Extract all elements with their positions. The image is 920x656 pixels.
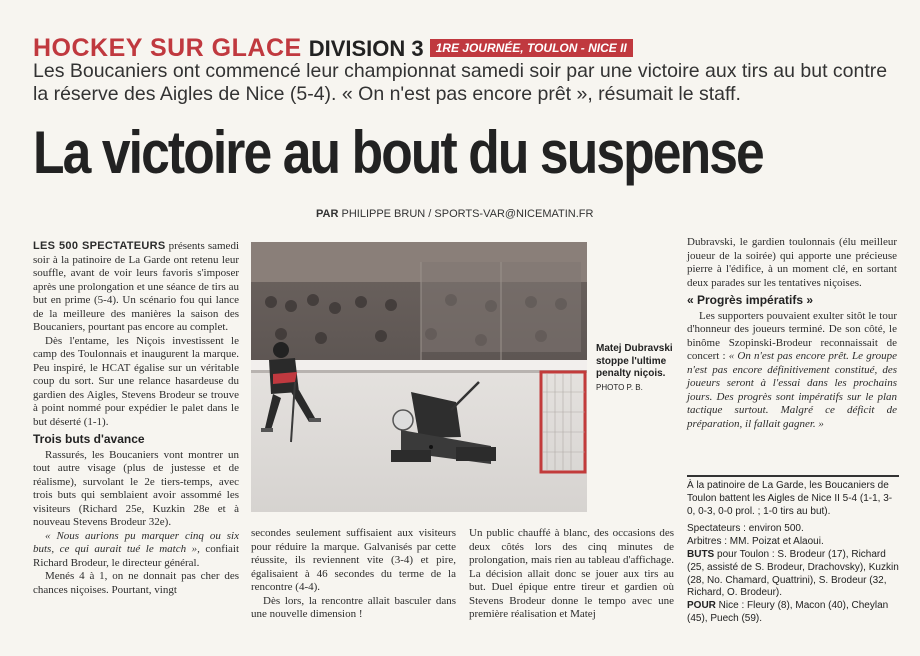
quote-text: « On n'est pas encore prêt. Le groupe n'est pas encore définitivement constitué, des joueurs seront à l'essai dans les prochains jours. Des progrès sont impératifs sur le plan tactique surtout. Malgré ce déficit de préparation, il fallait gagner. » [687,350,897,430]
subheading: Trois buts d'avance [33,432,145,446]
article-paragraph [33,240,239,335]
byline [316,208,593,220]
division-label: DIVISION 3 [308,36,424,61]
article-paragraph: Menés 4 à 1, on ne donnait pas cher des chances niçoises. Pourtant, vingt [33,570,239,596]
infobox-spectators: Spectateurs : environ 500. [687,523,804,535]
for-label: POUR [687,600,716,612]
byline-author: PHILIPPE BRUN / SPORTS-VAR@NICEMATIN.FR [341,208,594,220]
byline-prefix: PAR [316,208,339,220]
goals-toulon-text: pour Toulon : S. Brodeur (17), Richard (25, assisté de S. Brodeur, Drachovsky), Kuzkin (28, No. Chamard, Quattrini), S. Brodeur (32, Richard, O. Brodeur). [687,548,899,599]
article-paragraph: Un public chauffé à blanc, des occasions des deux côtés lors des cinq minutes de prolongation, mais rien au tableau d'affichage. La décision allait donc se jouer aux tirs au but. Duel épique entre tireur et gardien où Stevens Brodeur donne le tempo avec une première réalisation et Matej [469,527,674,620]
goals-label: BUTS [687,548,715,560]
caption-text: Matej Dubravski stoppe l'ultime penalty niçois. [596,343,673,379]
photo-illustration [251,242,587,512]
round-tag: 1RE JOURNÉE, TOULON - NICE II [430,39,633,57]
quote-text: « Nous aurions pu marquer cinq ou six buts, ce qui aurait tué le match », [33,529,239,555]
paragraph-text: présents samedi soir à la patinoire de La Garde ont retenu leur souffle, avant de voir leurs favoris s'imposer après une prolongation et une séance de tirs au but en prime (5-4). Un scénario fou qui lance de la meilleure des manières la saison des Boucaniers, pourtant pas encore au complet. [33,240,239,333]
goals-nice-text: Nice : Fleury (8), Macon (40), Cheylan (45), Puech (59). [687,600,889,624]
section-title: HOCKEY SUR GLACE [33,34,302,62]
kicker [33,34,633,62]
article-column-4 [687,236,897,431]
paragraph-text: confiait Richard Brodeur, le directeur général. [33,543,239,569]
article-column-1 [33,240,239,597]
article-paragraph: Dès l'entame, les Niçois investissent le camp des Toulonnais et inaugurent la marque. Peu inspiré, le HCAT égalise sur un véritable coup du sort. Sur une relance hasardeuse du gardien des Aigles, Stevens Brodeur se trouve à point nommé pour expédier le palet dans le but déserté (1-1). [33,334,239,428]
infobox-goals-toulon [687,549,899,600]
article-column-2 [251,527,456,622]
lead-caps: LES 500 SPECTATEURS [33,240,166,252]
headline: La victoire au bout du suspense [33,119,763,186]
subheading: « Progrès impératifs » [687,293,814,307]
match-infobox [687,475,899,626]
paragraph-text: Les supporters pouvaient exulter sitôt le tour d'honneur des joueurs terminé. De son côté, le binôme Szopinski-Brodeur reconnaissait de concert : [687,309,897,362]
infobox-intro: À la patinoire de La Garde, les Boucaniers de Toulon battent les Aigles de Nice II 5-4 (1-1, 3-0, 0-3, 0-0 prol. ; 1-0 tirs au but). [687,480,893,517]
article-column-3 [469,527,674,622]
hockey-photo [251,242,587,512]
photo-caption [596,343,678,394]
standfirst: Les Boucaniers ont commencé leur championnat samedi soir par une victoire aux tirs au but contre la réserve des Aigles de Nice (5-4). « On n'est pas encore prêt », résumait le staff. [33,60,888,105]
article-paragraph: Dubravski, le gardien toulonnais (élu meilleur joueur de la soirée) qui apporte une précieuse pierre à l'édifice, à un moment clé, en sortant deux parades sur les tentatives niçoises. [687,236,897,289]
article-paragraph [687,310,897,432]
article-paragraph: secondes seulement suffisaient aux visiteurs pour réduire la marque. Galvanisés par cette réussite, ils reviennent vite (3-4) et pire, égalisaient à 46 secondes du terme de la rencontre (4-4). [251,527,456,593]
article-paragraph: Rassurés, les Boucaniers vont montrer un tout autre visage (plus de justesse et de réalisme), survolant le 2e tiers-temps, avec trois buts qui semblaient avoir assommé les visiteurs (Richard 25e, Kuzkin 28e et à nouveau Stevens Brodeur 32e). [33,448,239,528]
article-paragraph [33,530,239,571]
infobox-referees: Arbitres : MM. Poizat et Alaoui. [687,536,824,548]
photo-credit: PHOTO P. B. [596,382,643,392]
article-paragraph: Dès lors, la rencontre allait basculer dans une nouvelle dimension ! [251,594,456,620]
infobox-goals-nice [687,600,899,626]
